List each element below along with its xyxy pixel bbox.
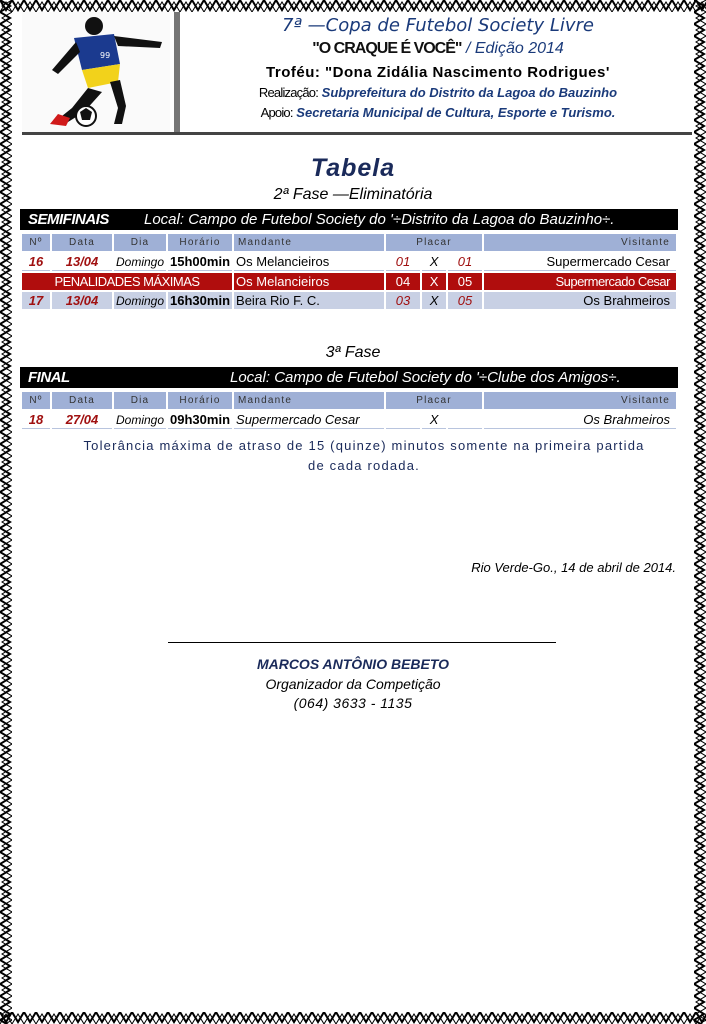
game-num: 18 [22, 411, 50, 429]
support-line [184, 103, 692, 123]
game-num: 17 [22, 292, 50, 309]
game-home-score: 03 [386, 292, 420, 309]
header [14, 12, 692, 134]
support-value: Secretaria Municipal de Cultura, Esporte e Turismo. [296, 105, 616, 120]
page-border-top [0, 0, 706, 12]
phase3-games-table [20, 390, 678, 431]
game-day: Domingo [116, 293, 165, 308]
phase3-title: 3ª Fase [325, 344, 381, 361]
col-date: Data [52, 234, 112, 251]
penalties-home: Os Melancieiros [234, 273, 384, 290]
page-border-right [694, 0, 706, 1024]
game-away-score: 01 [448, 253, 482, 271]
page-content [14, 12, 692, 1012]
table-row [22, 292, 676, 309]
tournament-edition: / Edição 2014 [465, 40, 564, 57]
game-versus: X [422, 411, 446, 429]
col-num: Nº [22, 234, 50, 251]
svg-text:99: 99 [100, 51, 111, 60]
game-away: Os Brahmeiros [484, 411, 676, 429]
penalties-away-score: 05 [448, 273, 482, 290]
col-home: Mandante [234, 234, 384, 251]
phase3-bar [20, 367, 678, 388]
header-text-block [184, 12, 692, 123]
penalties-row [22, 273, 676, 290]
organizer-value: Subprefeitura do Distrito da Lagoa do Bauzinho [321, 85, 618, 100]
game-num: 16 [22, 253, 50, 271]
table-row [22, 253, 676, 271]
table-header-row [22, 234, 676, 251]
game-home: Os Melancieiros [234, 253, 384, 271]
organizer-label: Realização: [258, 85, 319, 100]
col-time: Horário [168, 392, 232, 409]
game-time: 09h30min [168, 411, 232, 429]
game-date: 27/04 [52, 411, 112, 429]
tournament-subtitle [184, 38, 692, 59]
table-header-row [22, 392, 676, 409]
table-row [22, 411, 676, 429]
page-border-left [0, 0, 12, 1024]
game-time: 16h30min [168, 292, 232, 309]
header-divider [174, 12, 180, 132]
col-time: Horário [168, 234, 232, 251]
phase3-bar-label: FINAL [28, 369, 70, 386]
game-home: Beira Rio F. C. [234, 292, 384, 309]
tolerance-note: Tolerância máxima de atraso de 15 (quinze) minutos somente na primeira partida de cada rodada. [83, 438, 645, 473]
page-border-bottom [0, 1012, 706, 1024]
game-away-score: 05 [448, 292, 482, 309]
signature-line [168, 642, 556, 643]
signature-role: Organizador da Competição [265, 676, 441, 692]
game-versus: X [422, 292, 446, 309]
tournament-slogan: "O CRAQUE É VOCÊ" [312, 40, 462, 57]
col-away: Visitante [484, 234, 676, 251]
tournament-title: 7ª —Copa de Futebol Society Livre [282, 15, 594, 36]
game-date: 13/04 [52, 292, 112, 309]
phase2-title: 2ª Fase —Eliminatória [273, 186, 433, 203]
game-versus: X [422, 253, 446, 271]
game-away-score [448, 411, 482, 429]
game-day: Domingo [114, 253, 166, 271]
organizer-line [184, 83, 692, 103]
penalties-label: PENALIDADES MÁXIMAS [22, 273, 232, 290]
penalties-home-score: 04 [386, 273, 420, 290]
col-day: Dia [114, 234, 166, 251]
col-num: Nº [22, 392, 50, 409]
penalties-versus: X [422, 273, 446, 290]
game-home: Supermercado Cesar [234, 411, 384, 429]
phase2-games-table [20, 232, 678, 311]
soccer-player-logo [22, 12, 170, 132]
phase3-location: Local: Campo de Futebol Society do '÷Clube dos Amigos÷. [230, 369, 621, 386]
page-title: Tabela [310, 154, 396, 182]
col-home: Mandante [234, 392, 384, 409]
support-label: Apoio: [260, 105, 293, 120]
game-day: Domingo [114, 411, 166, 429]
signature-name: MARCOS ANTÔNIO BEBETO [256, 656, 450, 672]
col-away: Visitante [484, 392, 676, 409]
game-away: Supermercado Cesar [484, 253, 676, 271]
game-time: 15h00min [168, 253, 232, 271]
signature-phone: (064) 3633 - 1135 [293, 695, 413, 711]
col-day: Dia [114, 392, 166, 409]
phase2-location: Local: Campo de Futebol Society do '÷Distrito da Lagoa do Bauzinho÷. [144, 211, 615, 228]
trophy-name: Troféu: "Dona Zidália Nascimento Rodrigues' [266, 64, 610, 81]
phase2-bar [20, 209, 678, 230]
col-date: Data [52, 392, 112, 409]
city-date: Rio Verde-Go., 14 de abril de 2014. [471, 560, 676, 575]
penalties-away: Supermercado Cesar [484, 273, 676, 290]
col-score: Placar [386, 234, 482, 251]
game-date: 13/04 [52, 253, 112, 271]
col-score: Placar [386, 392, 482, 409]
game-home-score: 01 [386, 253, 420, 271]
header-rule [22, 132, 692, 135]
phase2-bar-label: SEMIFINAIS [28, 211, 109, 228]
game-away: Os Brahmeiros [484, 292, 676, 309]
game-home-score [386, 411, 420, 429]
